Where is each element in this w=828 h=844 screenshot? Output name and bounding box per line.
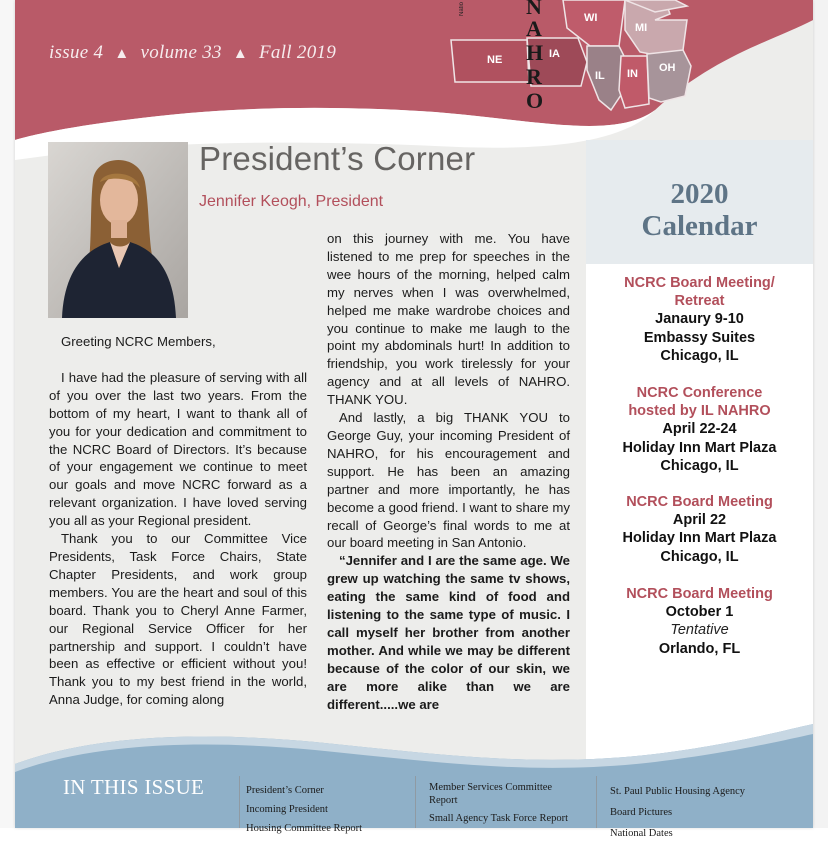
calendar-event: [586, 274, 813, 365]
page-left-margin: [0, 0, 15, 828]
toc-item[interactable]: St. Paul Public Housing Agency: [610, 786, 746, 797]
calendar-event: [586, 493, 813, 566]
toc-item[interactable]: Report: [429, 795, 458, 806]
nahro-letter: H: [526, 40, 544, 65]
toc-column-1: [246, 781, 362, 838]
article-paragraph: I have had the pleasure of serving with all of you over the last two years. From the bottom of my heart, I want to thank all of you for your dedication and commitment to the NCRC Board of Directors. It’s because of your engagement we continue to meet our goals and move NCRC forward as a relevant organization. I have loved serving you all as your Regional president.: [49, 369, 307, 529]
calendar-event: [586, 585, 813, 658]
event-venue: Holiday Inn Mart Plaza: [622, 439, 777, 456]
toc-item[interactable]: Housing Committee Report: [246, 823, 363, 834]
event-title: NCRC Conference: [636, 385, 763, 401]
nahro-letter: N: [526, 0, 542, 19]
toc-item[interactable]: National Dates: [610, 828, 673, 839]
event-title: NCRC Board Meeting/: [624, 275, 775, 291]
president-photo: [48, 142, 188, 318]
state-label-il: IL: [595, 70, 605, 82]
article-title: President’s Corner: [199, 140, 476, 177]
event-date: October 1: [665, 604, 734, 621]
article-column-2: [327, 230, 570, 713]
page-right-margin: [813, 0, 828, 828]
toc-divider: [239, 776, 240, 828]
volume-number: volume 33: [140, 42, 222, 63]
event-city: Chicago, IL: [660, 548, 739, 565]
event-date: April 22: [672, 512, 727, 529]
header-banner: [15, 0, 813, 160]
article-column-1: [49, 333, 307, 709]
in-this-issue-heading: IN THIS ISSUE: [63, 775, 205, 799]
toc-item[interactable]: Board Pictures: [610, 807, 673, 818]
calendar-title: Calendar: [641, 210, 758, 242]
event-city: Orlando, FL: [658, 640, 741, 657]
event-title: hosted by IL NAHRO: [628, 403, 771, 420]
event-venue: Holiday Inn Mart Plaza: [622, 530, 777, 547]
nahro-vertical-text: Natio: [459, 2, 465, 17]
calendar-year: 2020: [670, 178, 729, 210]
event-date: April 22-24: [662, 421, 737, 438]
article-paragraph: on this journey with me. You have listened to me prep for speeches in the wee hours of the morning, helped calm my nerves when I was overwhelmed, helped me make wardrobe choices and you continue to make me laugh to the point my abdominals hurt! In addition to friendship, you work tirelessly for your agency and at all levels of NAHRO. THANK YOU.: [327, 231, 570, 408]
event-venue: Embassy Suites: [643, 329, 756, 346]
state-label-ne: NE: [487, 54, 503, 66]
issue-season: Fall 2019: [259, 42, 337, 63]
event-title: Retreat: [674, 293, 725, 310]
calendar-list: [586, 264, 813, 764]
event-city: Chicago, IL: [660, 457, 739, 474]
triangle-separator-icon: ▲: [232, 46, 248, 62]
state-label-wi: WI: [584, 12, 598, 24]
toc-item[interactable]: Small Agency Task Force Report: [429, 813, 569, 824]
article-paragraph: And lastly, a big THANK YOU to George Guy, your incoming President of NAHRO, for his encouragement and support. He has been an amazing partner and more importantly, he has become a good friend. I want to share my recall of George’s final words to me at our board meeting in San Antonio.: [327, 410, 570, 551]
toc-item[interactable]: President’s Corner: [246, 785, 324, 796]
toc-divider: [596, 776, 597, 828]
state-label-mi: MI: [635, 22, 648, 34]
nahro-letter: R: [526, 64, 542, 89]
toc-item[interactable]: Incoming President: [246, 804, 328, 815]
nahro-letter: O: [526, 88, 544, 113]
event-title: NCRC Board Meeting: [626, 586, 773, 602]
event-note: Tentative: [670, 622, 729, 639]
issue-line: [49, 42, 336, 64]
toc-column-2: [429, 781, 568, 825]
event-title: NCRC Board Meeting: [626, 494, 773, 510]
state-label-ia: IA: [549, 48, 560, 60]
calendar-header: [586, 140, 813, 264]
event-city: Chicago, IL: [660, 347, 739, 364]
triangle-separator-icon: ▲: [114, 46, 130, 62]
article-paragraph: Thank you to our Committee Vice Presidents, Task Force Chairs, State Chapter Presidents, and work group members. You are the heart and soul of this board. Thank you to Cheryl Anne Farmer, our Regional Service Officer for her partnership and support. I couldn’t have been as effective or efficient without you! Thank you to my best friend in the world, Anna Judge, for coming along: [49, 531, 307, 708]
newsletter-page: [15, 0, 813, 839]
state-label-oh: OH: [659, 62, 676, 74]
event-date: Janaury 9-10: [655, 311, 744, 328]
calendar-event: [586, 384, 813, 475]
state-label-in: IN: [627, 68, 638, 80]
issue-number: issue 4: [49, 42, 104, 63]
toc-item[interactable]: Member Services Committee: [429, 782, 553, 793]
article-paragraph: Greeting NCRC Members,: [61, 334, 216, 349]
article-quote: “Jennifer and I are the same age. We grew up watching the same tv shows, eating the same kind of food and listening to the same type of music. I call myself her brother from another mother. And while we may be different because of the color of our skin, we are more alike than we are different.....we are: [327, 553, 570, 712]
article-byline: Jennifer Keogh, President: [199, 193, 384, 210]
nahro-letter: A: [526, 16, 542, 41]
toc-divider: [415, 776, 416, 828]
toc-column-3: [610, 781, 745, 844]
